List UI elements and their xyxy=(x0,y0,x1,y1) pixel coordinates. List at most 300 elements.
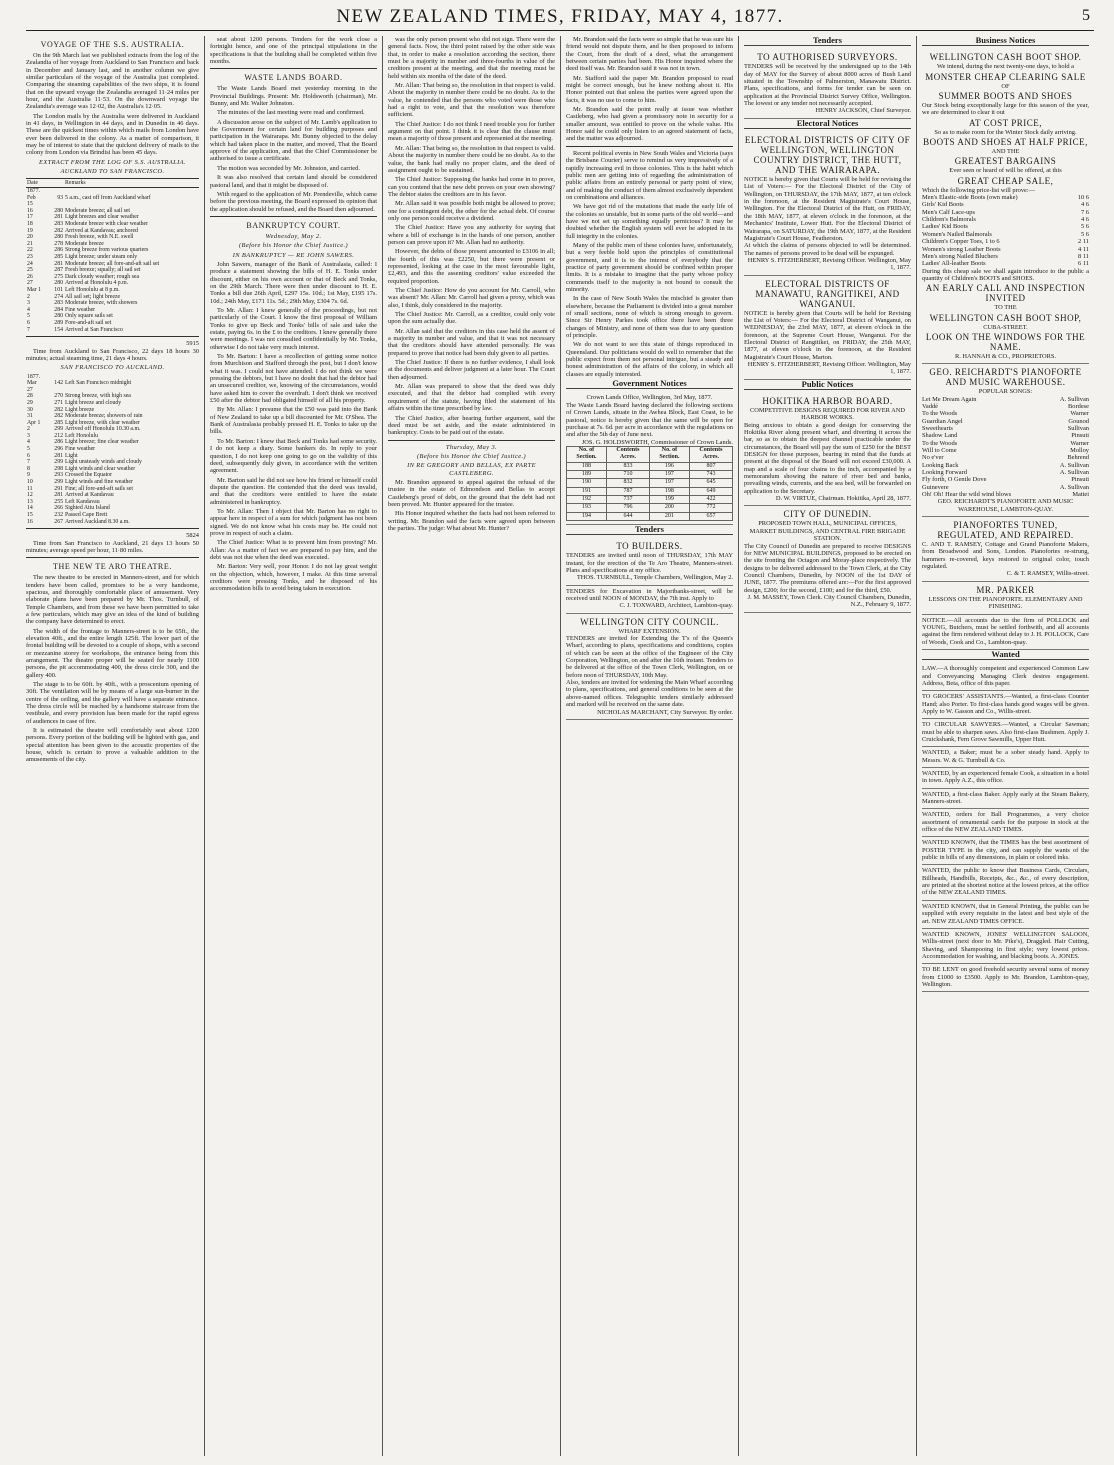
table-cell: 299 xyxy=(54,479,63,486)
table-cell: 16 xyxy=(27,207,33,214)
song-item-label: Fly forth, O Gentle Dove xyxy=(922,476,987,484)
table-row xyxy=(567,487,733,495)
table-cell: 645 xyxy=(689,479,732,487)
price-item-value: 4 11 xyxy=(1078,245,1089,253)
table-row xyxy=(26,486,199,493)
song-item-value: A. Sullivan xyxy=(1059,483,1089,491)
ad-title: MR. PARKER xyxy=(976,584,1035,595)
article-paragraph: Recent political events in New South Wales and Victoria (says the Brisbane Courier) serve to remind us very impressively of a rapidly increasing evil in those colonies. This is the habit which public men are getting into of regarding the administration of public affairs from an entirely personal or party point of view, and of making the conduct of them almost exclusively dependent on combinations and alliances. xyxy=(566,149,733,201)
ad-title: PIANOFORTES TUNED, REGULATED, AND REPAIRED. xyxy=(937,520,1074,541)
table-col-header: No. of Section. xyxy=(567,446,607,462)
table-cell: 299 xyxy=(54,459,63,466)
article-paragraph: It was also resolved that certain land should be considered pastoral land, and that it might be disposed of. xyxy=(210,174,377,189)
table-row xyxy=(26,519,199,526)
section-header-public-notices: Public Notices xyxy=(744,381,911,390)
table-cell: 772 xyxy=(689,504,732,512)
ad-reichardt-music xyxy=(922,364,1089,517)
table-cell: 796 xyxy=(606,504,649,512)
table-row xyxy=(26,234,199,241)
wanted-ad xyxy=(922,663,1089,691)
table-cell: 14 xyxy=(27,505,33,512)
article-paragraph: The new theatre to be erected in Manners-street, and for which tenders have been called, promises to be a very handsome, spacious, and thoroughly comfortable place of amusement. Very elaborate plans have been prepared by Mr. Thos. Turnbull, of Temple Chambers, and from these we have been permitted to take a few particulars, which may give an idea of the kind of building the company have determined to erect. xyxy=(26,574,199,626)
table-cell: 644 xyxy=(606,512,649,520)
article-paragraph: was the only person present who did not sign. There were the general facts. Now, the third point raised by the other side was that, in order to make a resolution according the section, there must be a majority in number and three-fourths in value of the creditors present at the meeting, and that the meeting must be held within six months of the date of the deed. xyxy=(388,36,555,80)
table-cell: Arrived at Kandavau; anchored xyxy=(65,227,138,234)
price-item-label: Women's Nailed Balmorals xyxy=(922,230,992,238)
column-3 xyxy=(382,36,560,1456)
ad-body: NOTICE is hereby given that Courts will be held for Revising the List of Voters:— For the Electoral District of Wanganui, on WEDNESDAY, the 23rd MAY, 1877, at eleven o'clock in the forenoon, at the Supreme Court House, Wanganui. For the Electoral District of Rangitikei, on FRIDAY, the 25th MAY, 1877, at eleven o'clock in the forenoon, at the Resident Magistrate's Court House, Marton. xyxy=(744,309,911,361)
song-item xyxy=(922,440,1089,447)
song-list xyxy=(922,396,1089,499)
article-paragraph: A discussion arose on the subject of Mr. Lamb's application to the Government for certain land for building purposes and participation in the Wairarapa. Mr. Bunny objected to the delay which had taken place in the matter, and moved, That the Board approve of the application, and that the Chief Commissioner be authorised to issue a certificate. xyxy=(210,118,377,163)
table-row xyxy=(26,400,199,407)
article-paragraph: In the case of New South Wales the mischief is greater than elsewhere, because the Parliament is divided into a great number of small sections, none of which is strong enough to govern. Since Sir Henry Parkes took office there have been three changes of Ministry, and none of them was due to any question of principle. xyxy=(566,295,733,340)
ad-subtitle: POPULAR SONGS: xyxy=(978,388,1033,396)
log-subtitle: SAN FRANCISCO TO AUCKLAND. xyxy=(60,364,165,372)
song-item-value: Warner xyxy=(1070,410,1089,418)
article-heading: THE NEW TE ARO THEATRE. xyxy=(53,562,172,572)
table-cell: 197 xyxy=(649,479,689,487)
table-cell: 15 xyxy=(27,512,33,518)
table-cell: 296 xyxy=(54,446,63,453)
price-item xyxy=(922,253,1089,260)
table-cell: 281 xyxy=(54,214,63,221)
log-note: Time from Auckland to San Francisco, 22 days 18 hours 30 minutes; actual steaming time, 21 days 4 hours. xyxy=(26,347,199,362)
ad-body: LESSONS ON THE PIANOFORTE. ELEMENTARY AND FINISHING. xyxy=(928,595,1083,611)
ad-text: Our Stock being exceptionally large for this season of the year, we are determined to clear it out xyxy=(922,102,1089,117)
court-date: Wednesday, May 2. xyxy=(265,232,322,240)
wanted-ad xyxy=(922,747,1089,768)
table-row xyxy=(26,393,199,400)
column-4 xyxy=(560,36,738,1456)
section-header-business-notices: Business Notices xyxy=(922,37,1089,46)
ad-body: TENDERS are invited for Extending the T's of the Queen's Wharf, according to plans, specifications and conditions, copies of which can be seen at the office of the Engineer of the City Corporation, Wellington, on and after the 16th instant. Tenders to be delivered at the office of the Town Clerk, Wellington, on or before noon of THURSDAY, 10th May. xyxy=(566,635,733,679)
table-row xyxy=(26,505,199,512)
ad-text: TO THE xyxy=(994,304,1017,312)
table-cell: Left Honolulu xyxy=(65,432,99,439)
table-cell: Fresh breeze, with N.E. swell xyxy=(65,234,134,241)
table-cell: All sail set; light breeze xyxy=(65,293,121,300)
song-item xyxy=(922,432,1089,439)
table-cell: 270 xyxy=(54,393,63,400)
ad-title: CITY OF DUNEDIN. xyxy=(783,509,872,520)
ad-signature: HENRY S. FITZHERBERT, Revising Officer. Wellington, May 1, 1877. xyxy=(747,360,911,376)
article-paragraph: To Mr. Barton: I have a recollection of getting some notice from Murchison and Stafford through the post, but I don't know what it was. I could not have attended. I do not think we were pressing the debtors, but I have no doubt that had the debtor had an unsecured creditor, we, knowing of the circumstances, would have asked him to cover the overdraft. I don't think we received £50 after the debtor had obligated himself of all his property. xyxy=(210,353,377,405)
table-cell xyxy=(42,374,64,381)
table-cell: 26 xyxy=(27,273,33,280)
table-cell: 4 xyxy=(27,439,30,446)
ad-subtitle: PROPOSED TOWN HALL, MUNICIPAL OFFICES, MARKET BUILDINGS, AND CENTRAL FIRE BRIGADE STATION. xyxy=(749,520,906,543)
table-cell: 197 xyxy=(649,470,689,478)
table-cell: 142 xyxy=(54,380,63,387)
ad-body: WANTED, orders for Ball Programmes, a very choice assortment of ornamental cards for the purpose in stock at the office of the NEW ZEALAND TIMES. xyxy=(922,811,1089,834)
table-cell: 283 xyxy=(54,221,63,228)
notice-body: The Waste Lands Board having declared the following sections of Crown Lands, situate in the Awhea Block, East Coast, to be pastoral, notice is hereby given that the same will be open for purchase at 7s. 6d. per acre in accordance with the regulations on and after the 5th day of June next. xyxy=(566,401,733,439)
column-1 xyxy=(26,36,204,1456)
table-cell: Fore-and-aft sail set xyxy=(65,319,112,326)
wanted-ad xyxy=(922,719,1089,747)
table-cell: 299 xyxy=(54,426,63,433)
tender-excavation xyxy=(566,586,733,614)
table-cell: Fine; all fore-and-aft sails set xyxy=(65,485,133,492)
song-item-label: Guinevere xyxy=(922,483,949,491)
ad-title: ELECTORAL DISTRICTS OF MANAWATU, RANGITIKEI, AND WANGANUI. xyxy=(755,278,900,309)
table-cell: 281 xyxy=(54,260,63,267)
song-item xyxy=(922,403,1089,410)
song-item-label: Let Me Dream Again xyxy=(922,395,977,403)
price-item-label: Ladies' All-leather Boots xyxy=(922,260,986,268)
table-cell: Light breeze; fine clear weather xyxy=(65,439,139,446)
electoral-notice-wellington xyxy=(744,132,911,275)
article-paragraph: The Chief Justice: What is to prevent him from proving? Mr. Allan: As a matter of fact we are prepared to pay him, and the debt was not due when the deed was executed. xyxy=(210,539,377,561)
price-item-value: 6 11 xyxy=(1078,260,1089,268)
table-row xyxy=(567,479,733,487)
article-paragraph: Mr. Barton: Very well, your Honor. I do not lay great weight on the objection, which, however, I make. At this time several creditors were pressing Tonks, and he disposed of his accommodation bills to avoid being taken in execution. xyxy=(210,563,377,593)
table-cell: 192 xyxy=(567,495,607,503)
ad-body: WANTED KNOWN, that the TIMES has the best assortment of POSTER TYPE in the city, and can supply the wants of the public in bills of any dimensions, in plain or colored inks. xyxy=(922,839,1089,862)
table-cell: 199 xyxy=(649,495,689,503)
table-cell: Light breeze xyxy=(65,406,95,413)
song-item-value: Bordese xyxy=(1068,402,1089,410)
table-cell: Mar 27 xyxy=(27,380,37,393)
section-header-tenders: Tenders xyxy=(566,526,733,535)
table-cell: 832 xyxy=(606,479,649,487)
price-item xyxy=(922,194,1089,201)
article-paragraph: The Chief Justice, after hearing further argument, said the deed must be set aside, and the estate administered in bankruptcy. Costs to be paid out of the estate. xyxy=(388,414,555,437)
table-cell: 293 xyxy=(54,472,63,479)
table-cell: 1877. xyxy=(27,373,41,380)
article-paragraph: Mr. Allan said it was possible both might be allowed to prove; one for a contingent debt, the other for the actual debt. Of course only one person could receive a dividend. xyxy=(388,200,555,222)
ad-display-line: BOOTS AND SHOES AT HALF PRICE, xyxy=(923,137,1088,148)
table-row xyxy=(26,294,199,301)
log-col-header: Remarks xyxy=(64,178,199,188)
ad-display-line: AN EARLY CALL AND INSPECTION INVITED xyxy=(925,283,1086,304)
table-cell: 201 xyxy=(649,512,689,520)
table-cell: 193 xyxy=(567,504,607,512)
table-row xyxy=(567,504,733,512)
table-cell: 649 xyxy=(689,487,732,495)
wanted-ad xyxy=(922,901,1089,929)
table-cell: Light breezes and clear weather xyxy=(65,214,139,221)
song-item xyxy=(922,476,1089,483)
article-paragraph: seat about 1200 persons. Tenders for the work close a fortnight hence, and one of the principal stipulations in the specifications is that the building shall be completed within five months. xyxy=(210,36,377,66)
article-paragraph: It is estimated the theatre will comfortably seat about 1200 persons. Every portion of the building will be lighted with gas, and special attention has been given to the acoustic properties of the house, which is certain to prove a valuable addition to the amusements of the city. xyxy=(26,727,199,764)
table-cell: 198 xyxy=(649,487,689,495)
table-row xyxy=(26,247,199,254)
article-paragraph: The Waste Lands Board met yesterday morning in the Provincial Buildings. Present: Mr. Holdsworth (chairman), Mr. Bunny, and Mr. Walter Johnston. xyxy=(210,85,377,108)
table-cell: 274 xyxy=(54,293,63,300)
price-item xyxy=(922,231,1089,238)
section-header-tenders: Tenders xyxy=(744,37,911,46)
ad-signature: HENRY S. FITZHERBERT, Revising Officer. Wellington, May 1, 1877. xyxy=(747,256,911,272)
log-total: 5824 xyxy=(186,532,199,540)
ad-display-line: LOOK ON THE WINDOWS FOR THE NAME. xyxy=(925,331,1086,352)
article-paragraph: The Chief Justice: I do not think I need trouble you for further argument on that point. I think it is clear that the clause must mean a majority of those present and represented at the meeting. xyxy=(388,120,555,143)
article-paragraph: The Chief Justice: Supposing the banks had come in to prove, can you contend that the new debt proves on your own showing? The debtor states the creditors are in his favor. xyxy=(388,176,555,198)
song-item-label: No e'ver xyxy=(922,454,944,462)
table-row xyxy=(26,208,199,215)
table-row xyxy=(26,300,199,307)
price-item-value: 2 11 xyxy=(1078,238,1089,246)
table-cell: 30 xyxy=(27,406,33,413)
table-row xyxy=(26,214,199,221)
table-cell: Arrived Auckland 8.30 a.m. xyxy=(65,518,130,525)
table-cell: 285 xyxy=(54,419,63,426)
song-item-value: A. Sullivan xyxy=(1059,461,1089,469)
table-row xyxy=(567,512,733,520)
table-cell: 286 xyxy=(54,439,63,446)
article-paragraph: To Mr. Allan: I knew generally of the proceedings, but not particularly of the Court. I know the first proposal of William Tonks to give up Beck and Tonks' bills of sale and take the estate, paying 6s. in the £ to the creditors. I knew generally there were meetings. I was not consulted confidentially by Mr. Tonks, otherwise I do not take very much interest. xyxy=(210,306,377,351)
ad-signature: THOS. TURNBULL, Temple Chambers, Wellington, May 2. xyxy=(576,574,733,582)
table-cell: 93 xyxy=(57,194,63,201)
article-paragraph: However, the debts of those present amounted to £3106 in all; the fourth of this was £2250, but there were present or represented, looking at the case in the most favourable light, £2,493, and this the assenting creditors' value exceeded the required proportion. xyxy=(388,248,555,285)
table-cell: 283 xyxy=(54,300,63,307)
article-paragraph: Mr. Brandon appeared to appeal against the refusal of the trustee in the estate of Edmondson and Bellas to accept Castleberg's proof of debt, on the ground that the debt had not been proved. Mr. Hunter appeared for the trustee. xyxy=(388,478,555,508)
ad-text: Which the following price-list will prove:— xyxy=(922,186,1036,194)
table-cell: 212 xyxy=(54,432,63,439)
table-cell: 275 xyxy=(54,273,63,280)
table-cell: Moderate breeze; showers of rain xyxy=(65,413,143,420)
table-cell: 255 xyxy=(54,498,63,505)
table-cell: Strong breeze from various quarters xyxy=(65,247,149,254)
table-cell: Light unsteady winds and cloudy xyxy=(65,459,142,466)
song-item-label: Looking Back xyxy=(922,461,959,469)
table-cell: 298 xyxy=(54,465,63,472)
table-row xyxy=(26,195,199,208)
public-notice-hokitika xyxy=(744,393,911,506)
column-2 xyxy=(204,36,382,1456)
table-cell: Arrived at Honolulu 4 p.m. xyxy=(65,280,129,287)
table-cell: 271 xyxy=(54,399,63,406)
table-cell: 266 xyxy=(54,505,63,512)
price-item-label: Men's Calf Lace-ups xyxy=(922,208,975,216)
table-cell: Apr 1 xyxy=(27,419,41,426)
article-paragraph: To Mr. Allan: Then I object that Mr. Barton has no right to appear here in respect of a sum for which judgment has not been signed. We do not know what his costs may be. He could not prove in respect of such a claim. xyxy=(210,507,377,537)
table-cell: 743 xyxy=(689,470,732,478)
table-cell: 10 xyxy=(27,479,33,486)
article-paragraph: Mr. Allan: That being so, the resolution in that respect is valid. About the majority in number there could be no doubt. As to the value, the bank had really no proper claim, and the deed of assignment ought to be sustained. xyxy=(388,144,555,174)
song-item-value: Molloy xyxy=(1070,447,1089,454)
table-cell: 23 xyxy=(27,254,33,261)
table-col-header: No. of Section. xyxy=(649,446,689,462)
table-cell: 284 xyxy=(54,306,63,313)
table-cell: 807 xyxy=(689,462,732,470)
price-item-value: 5 6 xyxy=(1081,230,1089,238)
song-item-label: Shadow Land xyxy=(922,432,958,440)
ad-body: NOTICE is hereby given that Courts will be held for revising the List of Voters:— For the Electoral District of the City of Wellington, on THURSDAY, the 17th MAY, 1877, at ten o'clock in the forenoon, at the Resident Magistrate's Court House, Wellington. For the Electoral District of the Hutt, on FRIDAY, the 18th MAY, 1877, at eleven o'clock in the forenoon, at the Mechanics' Institute, Lower Hutt. For the Electoral District of Wairarapa, on SATURDAY, the 19th MAY, 1877, at the Resident Magistrate's Court House, Featherston. xyxy=(744,176,911,242)
article-paragraph: To Mr. Barton: I knew that Beck and Tonks had some security. I do not keep a diary. Some bankers do. In reply to your question, I do not keep one going to go on the validity of this deed, subsequently duly given, in accordance with the written agreement. xyxy=(210,437,377,475)
ad-text: CUBA-STREET. xyxy=(983,323,1028,331)
notice-signature: JOS. G. HOLDSWORTH, Commissioner of Crown Lands. xyxy=(581,438,733,446)
article-paragraph: By Mr. Allan: I presume that the £50 was paid into the Bank of New Zealand to take up a bill discounted for Mr. O'Shea. The Bank of Australasia probably pressed H. E. Tonks to take up the bills. xyxy=(210,406,377,436)
table-cell: Dark cloudy weather; rough sea xyxy=(65,273,140,280)
ad-signature: R. HANNAH & CO., PROPRIETORS. xyxy=(954,352,1057,360)
ad-body: LAW.—A thoroughly competent and experienced Common Law and Conveyancing Managing Clerk desires engagement. Address, Beta, office of this paper. xyxy=(922,665,1089,687)
ad-signature: J. M. MASSEY, Town Clerk. City Council Chambers, Dunedin, N.Z., February 9, 1877. xyxy=(747,593,911,609)
table-cell: Light winds and clear weather xyxy=(65,465,136,472)
table-cell: Crossed the Equator xyxy=(65,472,113,479)
court-before: (Before his Honor the Chief Justice.) xyxy=(417,452,526,460)
table-row xyxy=(26,426,199,433)
ad-body: WANTED, the public to know that Business Cards, Circulars, Billheads, Handbills, Receipts, &c., &c., of every description, are printed at the shortest notice at the lowest prices, at the office of the NEW ZEALAND TIMES. xyxy=(922,867,1089,897)
table-cell: 280 xyxy=(54,280,63,287)
table-cell: Arrived at Kandavau xyxy=(65,492,114,499)
table-cell: 19 xyxy=(27,227,33,234)
table-cell: Light xyxy=(65,452,78,459)
table-cell: Moderate breeze, with showers xyxy=(65,300,138,307)
song-item-value: Pinsuti xyxy=(1071,432,1089,440)
log-note: Time from San Francisco to Auckland, 21 days 13 hours 50 minutes; average speed per hour, 11·80 miles. xyxy=(26,539,199,554)
price-item-label: Children's Balmorals xyxy=(922,216,976,224)
table-cell xyxy=(64,188,199,195)
article-paragraph: We have got rid of the mutations that made the early life of the colonies so unstable, but in some parts of the old world—and have we not set up something equally pernicious? It may be doubted whether the English system will ever be adopted in its full integrity in the colonies. xyxy=(566,203,733,240)
article-paragraph: John Sawers, manager of the Bank of Australasia, called: I produce a statement showing the bills of H. E. Tonks under discount, either on his own account or that of Beck and Tonks, on the 29th March. There were then under discount to H. E. Tonks a bill due 26th April, £297 15s. 10d.; 1st May, £195 17s. 10d.; 24th May, £171 11s. 5d.; 29th May, £304 7s. 6d. xyxy=(210,260,377,305)
table-cell: 657 xyxy=(689,512,732,520)
song-item-value: A. Sullivan xyxy=(1059,469,1089,477)
log-subtitle: AUCKLAND TO SAN FRANCISCO. xyxy=(60,168,165,176)
table-cell: 22 xyxy=(27,247,33,254)
ad-body: TO BE LENT on good freehold security several sums of money from £1000 to £3500. Apply to Mr. Brandon, Lambton-quay, Wellington. xyxy=(922,966,1089,988)
ad-body: Also, tenders are invited for widening the Main Wharf according to plans, specifications, and general conditions to be seen at the above-named offices. Telegraphic tenders similarly addressed and marked will be received on the same date. xyxy=(566,679,733,709)
article-paragraph: The Chief Justice: How do you account for Mr. Carroll, who was absent? Mr. Allan: Mr. Carroll had given a proxy, which was also, I think, duly considered in the majority. xyxy=(388,287,555,309)
table-cell: Mar 1 xyxy=(27,287,42,293)
article-paragraph: Mr. Allan said that the creditors in this case held the assent of a majority in number and value, and that it was not necessary that the creditors should have attended personally. He was prepared to prove that notice had been duly given to all parties. xyxy=(388,327,555,357)
ad-body: TO CIRCULAR SAWYERS.—Wanted, a Circular Sawman; must be able to sharpen saws. Also first-class Bushmen. Apply J. Cruickshank, Fern Grove Sawmills, Upper Hutt. xyxy=(922,721,1089,743)
table-cell: 289 xyxy=(54,319,63,326)
table-row xyxy=(26,439,199,446)
article-paragraph: The London mails by the Australia were delivered in Auckland in 41 days, in Wellington in 44 days, and in Dunedin in 46 days. These are the quickest times within which mails from London have ever been delivered in the colony. As a matter of comparison, it may be of interest to state that the quickest delivery of mails to the colony from London via Brindisi has been 45 days. xyxy=(26,112,199,157)
price-item xyxy=(922,260,1089,267)
ad-body: WANTED, a first-class Baker. Apply early at the Steam Bakery, Manners-street. xyxy=(922,790,1089,806)
article-paragraph: The minutes of the last meeting were read and confirmed. xyxy=(217,109,365,117)
table-cell: 3 xyxy=(27,432,30,439)
wanted-ad xyxy=(922,865,1089,900)
song-item-label: Looking Forward xyxy=(922,469,967,477)
table-cell: Light breeze, with clear weather xyxy=(65,419,140,426)
table-row xyxy=(567,495,733,503)
table-col-header: Contents Acres. xyxy=(606,446,649,462)
table-row xyxy=(26,221,199,228)
page-number: 5 xyxy=(1082,7,1090,24)
ad-signature: D. W. VIRTUE, Chairman. Hokitika, April 28, 1877. xyxy=(775,495,911,503)
notice-dateline: Crown Lands Office, Wellington, 3rd May, 1877. xyxy=(586,394,713,402)
table-row xyxy=(26,512,199,519)
table-cell: 286 xyxy=(54,247,63,254)
table-cell: 278 xyxy=(54,240,63,247)
table-cell: Arrived off Honolulu 10.30 a.m. xyxy=(65,426,141,433)
table-cell: 5 xyxy=(27,313,30,320)
price-item-label: Men's strong Nailed Bluchers xyxy=(922,252,998,260)
ad-body: TENDERS are invited until noon of THURSDAY, 17th MAY instant, for the erection of the Te Aro Theatre, Manners-street. Plans and specifications at my office. xyxy=(566,552,733,574)
article-heading: VOYAGE OF THE S.S. AUSTRALIA. xyxy=(40,40,185,49)
ad-text: During this cheap sale we shall again introduce to the public a quantity of Children's BOOTS and SHOES. xyxy=(922,267,1089,282)
ad-body: WANTED KNOWN, JONES' WELLINGTON SALOON, Willis-street (next door to Mr. Pike's), Draggled. Hair Cutting, Shaving, and Shampooing in first style; very lowest prices. Accommodation for washing, and blacking boots. A. JONES. xyxy=(922,930,1089,960)
table-cell: Fresh breeze; squally; all sail set xyxy=(65,267,141,274)
article-paragraph: Mr. Allan was prepared to show that the deed was duly executed, and that the debtor had complied with every requirement of the statute, having filed the statement of his affairs within the time prescribed by law. xyxy=(388,383,555,413)
song-item-value: Gounod xyxy=(1068,417,1089,425)
ad-subtitle: COMPETITIVE DESIGNS REQUIRED FOR RIVER AND HARBOR WORKS. xyxy=(750,407,905,422)
table-cell: 232 xyxy=(54,512,63,518)
song-item-label: Will to Come xyxy=(922,447,957,454)
ad-subtitle: WHARF EXTENSION. xyxy=(618,627,681,635)
price-item xyxy=(922,223,1089,230)
electoral-notice-manawatu xyxy=(744,276,911,380)
ad-signature: GEO. REICHARDT'S PIANOFORTE AND MUSIC WAREHOUSE, LAMBTON-QUAY. xyxy=(937,498,1074,513)
ad-title: WELLINGTON CASH BOOT SHOP. xyxy=(929,52,1082,63)
court-date: Thursday, May 3. xyxy=(445,443,498,451)
table-cell: 9 xyxy=(27,472,30,479)
song-item-value: Behrend xyxy=(1067,454,1089,462)
section-header-electoral-notices: Electoral Notices xyxy=(744,120,911,129)
ad-title: TO AUTHORISED SURVEYORS. xyxy=(757,52,898,63)
table-row xyxy=(26,327,199,334)
ad-text: So as to make room for the Winter Stock daily arriving. xyxy=(934,128,1077,136)
table-cell: 5 a.m., cast off from Auckland wharf xyxy=(65,194,151,201)
table-row xyxy=(26,261,199,268)
table-cell: Light winds and fine weather xyxy=(65,479,133,486)
masthead xyxy=(26,4,1094,31)
ad-display-line: MONSTER CHEAP CLEARING SALE xyxy=(925,71,1086,82)
wanted-ad xyxy=(922,691,1089,719)
article-paragraph: The stage is to be 60ft. by 40ft., with a proscenium opening of 30ft. The ventilation will be by means of a large sun-burner in the centre of the ceiling, and the gallery will have a separate entrance. The dress circle will be reached by a handsome staircase from the vestibule, and every provision has been made for the rapid egress of audiences in case of fire. xyxy=(26,681,199,725)
ad-text: AND THE xyxy=(991,148,1020,156)
government-notice-crown-lands xyxy=(566,392,733,525)
price-item-label: Men's Elastic-side Boots (own make) xyxy=(922,194,1018,202)
price-item-value: 7 6 xyxy=(1081,208,1089,216)
song-item xyxy=(922,425,1089,432)
ad-body: TENDERS will be received by the undersigned up to the 14th day of MAY for the Survey of about 8000 acres of Bush Land situated in the Township of Palmerston, Manawatu District. Plans, specifications, and forms for tender can be seen on application at the Provincial District Survey Office, Wellington. The lowest or any tender not necessarily accepted. xyxy=(744,63,911,108)
table-cell xyxy=(42,188,64,195)
table-cell: 280 xyxy=(54,207,63,214)
table-cell: 282 xyxy=(54,406,63,413)
column-6 xyxy=(916,36,1094,1456)
article-paragraph: The width of the frontage to Manners-street is to be 65ft., the elevation 40ft., and the entire length 125ft. The lower part of the frontal building will be devoted to a couple of shops, with a second or mezzanine storey for workshops, the entrance being from this arrangement. The theatre proper will be seated for nearly 1100 persons, the pit accommodating 400, the dress circle 300, and the gallery 400. xyxy=(26,627,199,679)
table-row xyxy=(26,320,199,327)
table-row xyxy=(567,470,733,478)
song-item-label: Vaddé xyxy=(922,402,938,410)
wanted-ad xyxy=(922,789,1089,810)
song-item xyxy=(922,447,1089,454)
ad-display-line: SUMMER BOOTS AND SHOES xyxy=(938,91,1073,102)
price-item-value: 4 6 xyxy=(1081,216,1089,224)
table-cell: 12 xyxy=(27,492,33,499)
crown-lands-table xyxy=(566,446,733,521)
table-cell: 5 xyxy=(27,446,30,453)
table-cell: 281 xyxy=(54,452,63,459)
table-cell: Left Kandavau xyxy=(65,498,100,505)
table-cell: 189 xyxy=(567,470,607,478)
table-cell: Moderate breeze; all sail set xyxy=(65,207,131,214)
table-cell: 194 xyxy=(567,512,607,520)
table-row xyxy=(26,287,199,294)
table-col-header: Contents Acres. xyxy=(689,446,732,462)
ad-pianofortes xyxy=(922,517,1089,582)
article-heading: WASTE LANDS BOARD. xyxy=(244,73,343,83)
voyage-log-table-1 xyxy=(26,178,199,334)
ad-title: WELLINGTON CITY COUNCIL. xyxy=(580,616,719,627)
article-heading: BANKRUPTCY COURT. xyxy=(246,220,341,230)
article-paragraph: The Chief Justice: Have you any authority for saying that where a bill of exchange is in the hands of one person, another person can prove upon it? Mr. Allan had no authority. xyxy=(388,224,555,246)
table-cell: 710 xyxy=(606,470,649,478)
tender-wharf-extension xyxy=(566,614,733,720)
ad-body: Being anxious to obtain a good design for conserving the Hokitika River along present wharf, and diverting it across the bar, so as to obtain the deepest channel practicable under the circumstances, the Board will pay the sum of £250 for the BEST DESIGN for those purposes, bearing in mind that the funds at present at the disposal of the Board will not exceed £30,000. A map and a scale of four chains to the inch, accompanied by a memorandum showing the nature of river bed and banks, prevailing winds, currents, and the sea bed, will be forwarded on application to the Secretary. xyxy=(744,421,911,495)
table-row xyxy=(26,453,199,460)
log-col-header xyxy=(42,178,64,188)
table-row xyxy=(26,267,199,274)
ad-display-line: WELLINGTON CASH BOOT SHOP, xyxy=(929,312,1082,323)
article-paragraph: Mr. Brandon said the point really at issue was whether Castleberg, who had given a promissory note in security for a smaller amount, was entitled to prove on the whole value. His Honor said he could only listen to an agreed statement of facts, and the matter was adjourned. xyxy=(566,106,733,143)
article-paragraph: The Chief Justice: Mr. Carroll, as a creditor, could only vote upon the sum actually due. xyxy=(388,311,555,326)
